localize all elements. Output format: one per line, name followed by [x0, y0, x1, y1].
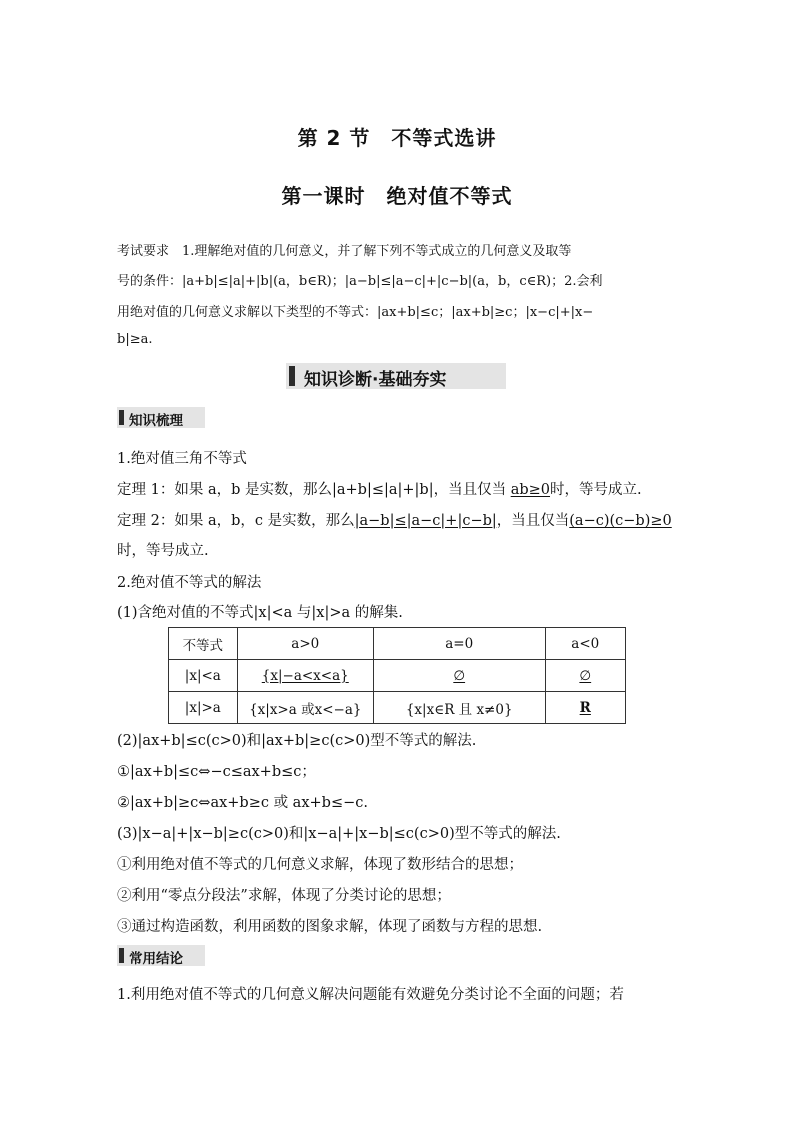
- theorem-2-continued: 时，等号成立.: [117, 543, 209, 559]
- heading-2: 2.绝对值不等式的解法: [117, 575, 262, 591]
- lesson-title: 第一课时 绝对值不等式: [281, 184, 513, 208]
- requirements-line-2: 号的条件：|a+b|≤|a|+|b|(a，b∈R)；|a−b|≤|a−c|+|c−b|(a，b，c∈R)；2.会利: [117, 274, 603, 289]
- table-cell-answer: {x|−a<x<a}: [261, 667, 349, 684]
- theorem-2-answer-2: (a−c)(c−b)≥0: [569, 513, 672, 529]
- table-row: [169, 692, 626, 724]
- paragraph-2: (2)|ax+b|≤c(c>0)和|ax+b|≥c(c>0)型不等式的解法.: [117, 733, 477, 749]
- table-cell: [545, 660, 625, 692]
- table-cell-answer: ∅: [579, 667, 592, 684]
- paragraph-5: (3)|x−a|+|x−b|≥c(c>0)和|x−a|+|x−b|≤c(c>0)型不等式的解法.: [117, 826, 561, 842]
- conclusions-tag: [117, 945, 205, 966]
- banner-bar-decoration: [289, 366, 295, 386]
- paragraph-3: ①|ax+b|≤c⇔−c≤ax+b≤c；: [117, 764, 316, 780]
- table-header-row: [169, 628, 626, 660]
- table-cell: {x|x∈R 且 x≠0}: [373, 692, 545, 724]
- requirements-line-3: 用绝对值的几何意义求解以下类型的不等式：|ax+b|≤c；|ax+b|≥c；|x−c|+|x−: [117, 305, 594, 320]
- theorem-2-text: 定理 2：如果 a，b，c 是实数，那么: [117, 513, 355, 529]
- table-cell-answer: R: [579, 699, 591, 716]
- paragraph-8: ③通过构造函数，利用函数的图象求解，体现了函数与方程的思想.: [117, 919, 543, 935]
- table-header-cell: a<0: [545, 628, 625, 660]
- section-banner: [286, 363, 506, 389]
- theorem-2-middle: ，当且仅当: [496, 513, 570, 529]
- knowledge-tag: [117, 407, 205, 428]
- paragraph-1: (1)含绝对值的不等式|x|<a 与|x|>a 的解集.: [117, 605, 403, 621]
- paragraph-4: ②|ax+b|≥c⇔ax+b≥c 或 ax+b≤−c.: [117, 795, 368, 811]
- theorem-1: [117, 478, 642, 499]
- paragraph-6: ①利用绝对值不等式的几何意义求解，体现了数形结合的思想；: [117, 857, 523, 873]
- table-header-cell: a=0: [373, 628, 545, 660]
- table-cell: {x|x>a 或x<−a}: [237, 692, 373, 724]
- table-row: [169, 660, 626, 692]
- table-cell: [545, 692, 625, 724]
- tag-bar-decoration: [119, 948, 124, 963]
- tag-bar-decoration: [119, 410, 124, 425]
- theorem-1-answer: ab≥0: [510, 482, 551, 498]
- table-cell: |x|>a: [169, 692, 238, 724]
- paragraph-9: 1.利用绝对值不等式的几何意义解决问题能有效避免分类讨论不全面的问题；若: [117, 987, 624, 1003]
- solution-set-table: [168, 627, 626, 724]
- theorem-1-end: 时，等号成立.: [550, 482, 642, 498]
- requirements-line-4: b|≥a.: [117, 332, 153, 347]
- conclusions-tag-label: 常用结论: [129, 951, 183, 967]
- knowledge-tag-label: 知识梳理: [129, 413, 183, 429]
- table-header-cell: 不等式: [169, 628, 238, 660]
- theorem-1-text: 定理 1：如果 a，b 是实数，那么|a+b|≤|a|+|b|，当且仅当: [117, 482, 511, 498]
- requirements-line-1: 考试要求 1.理解绝对值的几何意义，并了解下列不等式成立的几何意义及取等: [117, 244, 572, 259]
- banner-label: 知识诊断·基础夯实: [304, 370, 447, 390]
- paragraph-7: ②利用“零点分段法”求解，体现了分类讨论的思想；: [117, 888, 451, 904]
- table-cell: |x|<a: [169, 660, 238, 692]
- theorem-2-answer-1: |a−b|≤|a−c|+|c−b|: [354, 513, 497, 529]
- heading-1: 1.绝对值三角不等式: [117, 451, 247, 467]
- table-header-cell: a>0: [237, 628, 373, 660]
- table-cell-answer: ∅: [453, 667, 466, 684]
- section-title: 第 2 节 不等式选讲: [297, 126, 497, 150]
- table-cell: [373, 660, 545, 692]
- table-cell: [237, 660, 373, 692]
- theorem-2: [117, 509, 672, 530]
